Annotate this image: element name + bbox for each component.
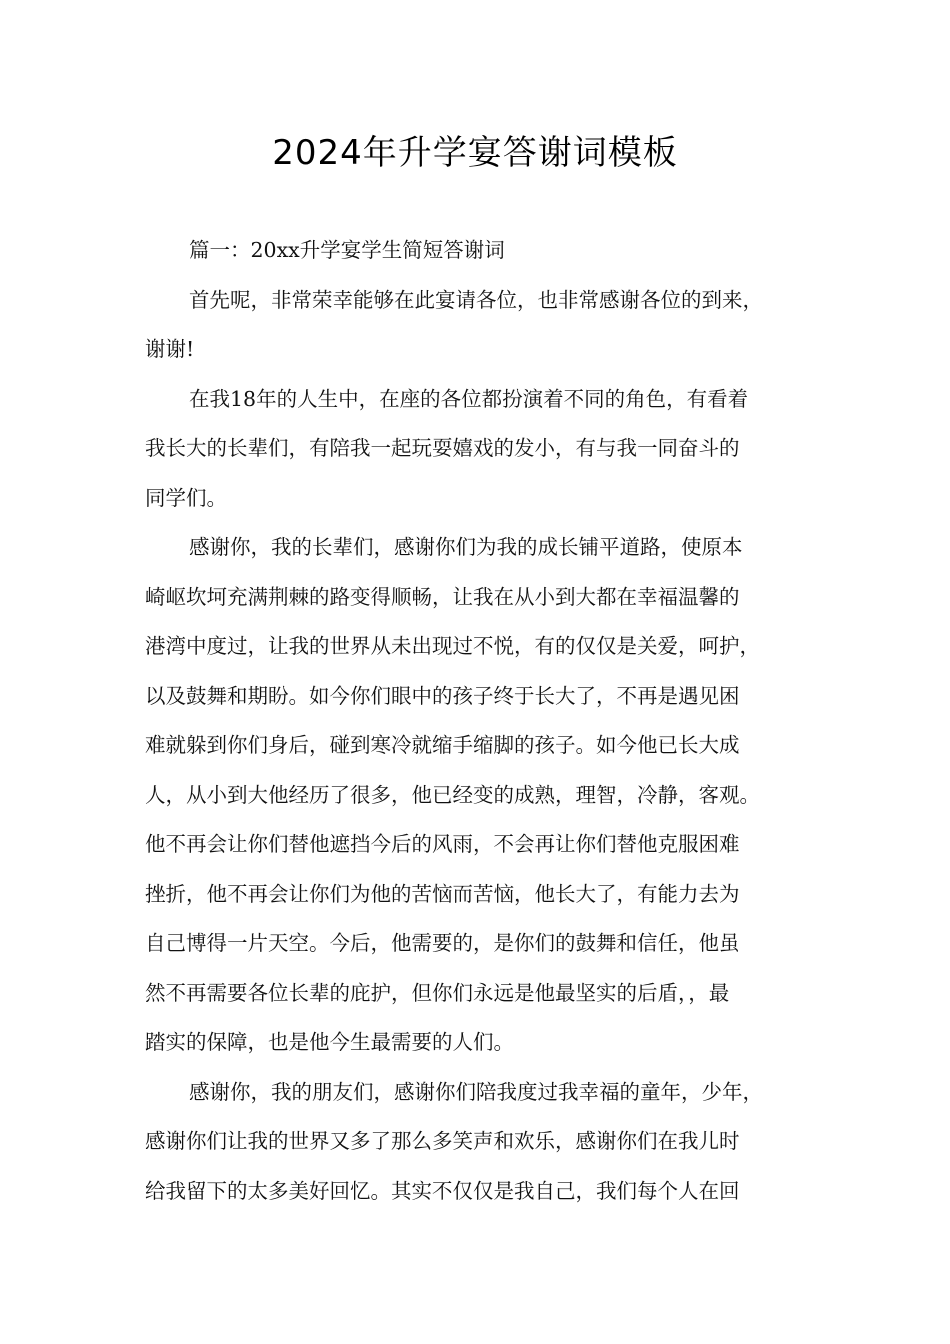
paragraph-line: 给我留下的太多美好回忆。其实不仅仅是我自己，我们每个人在回	[145, 1178, 740, 1203]
paragraph-line: 感谢你，我的朋友们，感谢你们陪我度过我幸福的童年，少年，	[189, 1079, 763, 1104]
paragraph-line: 他不再会让你们替他遮挡今后的风雨，不会再让你们替他克服困难	[145, 832, 740, 856]
paragraph	[145, 276, 810, 375]
paragraph	[145, 523, 810, 1068]
paragraph-line: 感谢你，我的长辈们，感谢你们为我的成长铺平道路，使原本	[189, 535, 743, 559]
paragraph	[145, 1068, 810, 1217]
paragraph-line: 挫折，他不再会让你们为他的苦恼而苦恼，他长大了，有能力去为	[145, 881, 740, 906]
document-body	[145, 226, 810, 1216]
paragraph-line: 然不再需要各位长辈的庇护，但你们永远是他最坚实的后盾，，最	[145, 980, 730, 1005]
paragraph-line: 踏实的保障，也是他今生最需要的人们。	[145, 1030, 514, 1054]
paragraph	[145, 375, 810, 524]
paragraph-line: 篇一：20xx升学宴学生简短答谢词	[189, 238, 505, 262]
paragraph-line: 首先呢，非常荣幸能够在此宴请各位，也非常感谢各位的到来，	[189, 287, 763, 312]
paragraph-line: 人，从小到大他经历了很多，他已经变的成熟，理智，冷静，客观。	[145, 782, 760, 807]
paragraph-line: 港湾中度过，让我的世界从未出现过不悦，有的仅仅是关爱，呵护，	[145, 634, 760, 658]
paragraph-line: 同学们。	[145, 485, 227, 510]
paragraph-line: 崎岖坎坷充满荆棘的路变得顺畅，让我在从小到大都在幸福温馨的	[145, 584, 740, 609]
paragraph-line: 以及鼓舞和期盼。如今你们眼中的孩子终于长大了，不再是遇见困	[145, 683, 740, 708]
paragraph-line: 感谢你们让我的世界又多了那么多笑声和欢乐，感谢你们在我儿时	[145, 1129, 740, 1153]
paragraph-line: 难就躲到你们身后，碰到寒冷就缩手缩脚的孩子。如今他已长大成	[145, 733, 740, 757]
paragraph-line: 谢谢!	[145, 337, 195, 361]
paragraph-line: 我长大的长辈们，有陪我一起玩耍嬉戏的发小，有与我一同奋斗的	[145, 436, 740, 460]
paragraph-line: 自己博得一片天空。今后，他需要的，是你们的鼓舞和信任，他虽	[145, 931, 740, 955]
paragraph-line: 在我18年的人生中，在座的各位都扮演着不同的角色，有看着	[189, 386, 749, 411]
document-title: 2024年升学宴答谢词模板	[272, 133, 678, 173]
paragraph-heading	[145, 226, 810, 276]
